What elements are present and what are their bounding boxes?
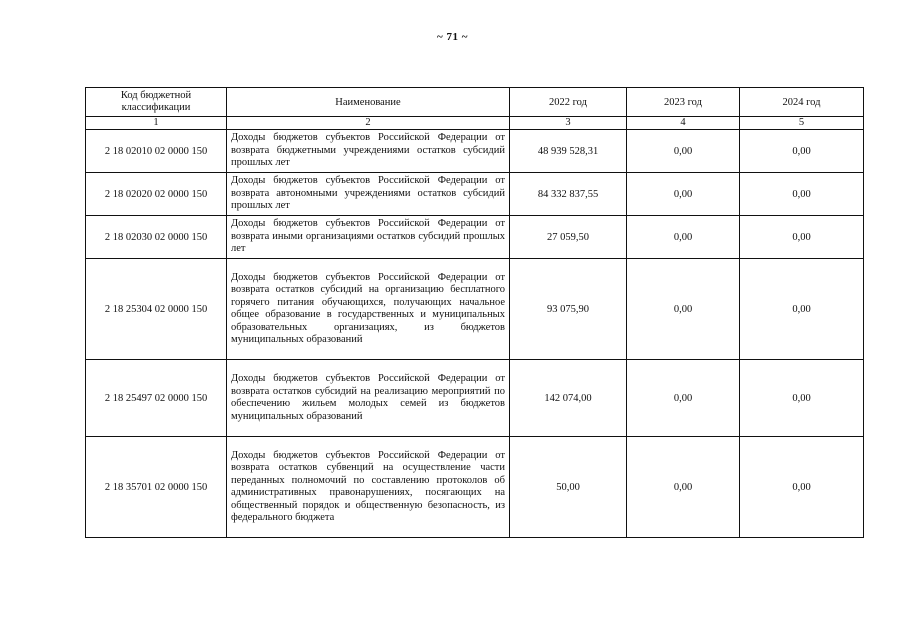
header-code: Код бюджетной классификации <box>86 88 227 117</box>
column-number: 3 <box>510 117 627 130</box>
revenue-name: Доходы бюджетов субъектов Российской Федерации от возврата остатков субвенций на осуществление части переданных полномочий по составлению протоколов об административных правонарушениях, посягающих на общественный порядок и общественную безопасность, из федерального бюджета <box>227 437 510 538</box>
amount-2024: 0,00 <box>740 173 864 216</box>
amount-2024: 0,00 <box>740 216 864 259</box>
amount-2023: 0,00 <box>627 437 740 538</box>
revenue-name: Доходы бюджетов субъектов Российской Федерации от возврата остатков субсидий на организацию бесплатного горячего питания обучающихся, получающих начальное общее образование в государственных и муниципальных образовательных организациях, из бюджетов муниципальных образований <box>227 259 510 360</box>
amount-2023: 0,00 <box>627 173 740 216</box>
amount-2024: 0,00 <box>740 437 864 538</box>
amount-2023: 0,00 <box>627 216 740 259</box>
table-row <box>86 130 864 173</box>
revenue-name: Доходы бюджетов субъектов Российской Федерации от возврата остатков субсидий на реализацию мероприятий по обеспечению жильем молодых семей из бюджетов муниципальных образований <box>227 360 510 437</box>
table-header-row <box>86 88 864 117</box>
budget-code: 2 18 02010 02 0000 150 <box>86 130 227 173</box>
amount-2024: 0,00 <box>740 130 864 173</box>
amount-2022: 27 059,50 <box>510 216 627 259</box>
table-row <box>86 360 864 437</box>
table-row <box>86 437 864 538</box>
budget-code: 2 18 35701 02 0000 150 <box>86 437 227 538</box>
amount-2023: 0,00 <box>627 130 740 173</box>
header-2023: 2023 год <box>627 88 740 117</box>
amount-2022: 142 074,00 <box>510 360 627 437</box>
table-row <box>86 173 864 216</box>
header-2024: 2024 год <box>740 88 864 117</box>
column-number-row <box>86 117 864 130</box>
budget-code: 2 18 02020 02 0000 150 <box>86 173 227 216</box>
amount-2023: 0,00 <box>627 360 740 437</box>
column-number: 5 <box>740 117 864 130</box>
amount-2022: 48 939 528,31 <box>510 130 627 173</box>
header-name: Наименование <box>227 88 510 117</box>
revenue-name: Доходы бюджетов субъектов Российской Федерации от возврата иными организациями остатков субсидий прошлых лет <box>227 216 510 259</box>
page-number: ~ 71 ~ <box>437 31 468 43</box>
header-2022: 2022 год <box>510 88 627 117</box>
budget-code: 2 18 25497 02 0000 150 <box>86 360 227 437</box>
revenue-name: Доходы бюджетов субъектов Российской Федерации от возврата автономными учреждениями остатков субсидий прошлых лет <box>227 173 510 216</box>
table-row <box>86 259 864 360</box>
budget-table <box>85 87 864 538</box>
amount-2022: 84 332 837,55 <box>510 173 627 216</box>
budget-code: 2 18 02030 02 0000 150 <box>86 216 227 259</box>
amount-2024: 0,00 <box>740 360 864 437</box>
amount-2024: 0,00 <box>740 259 864 360</box>
table-row <box>86 216 864 259</box>
column-number: 1 <box>86 117 227 130</box>
amount-2022: 93 075,90 <box>510 259 627 360</box>
column-number: 4 <box>627 117 740 130</box>
revenue-name: Доходы бюджетов субъектов Российской Федерации от возврата бюджетными учреждениями остатков субсидий прошлых лет <box>227 130 510 173</box>
amount-2023: 0,00 <box>627 259 740 360</box>
amount-2022: 50,00 <box>510 437 627 538</box>
budget-code: 2 18 25304 02 0000 150 <box>86 259 227 360</box>
column-number: 2 <box>227 117 510 130</box>
